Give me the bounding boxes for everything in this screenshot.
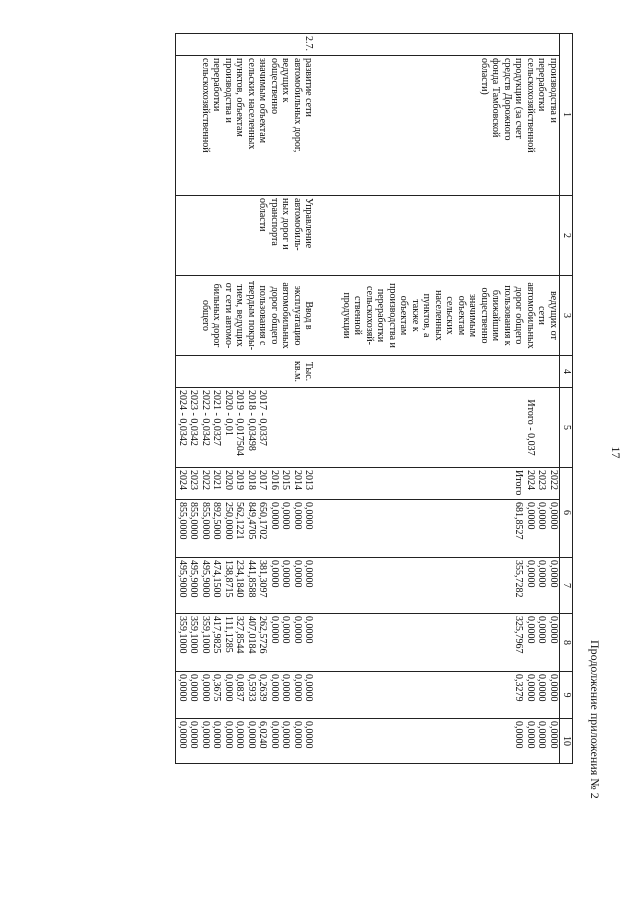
cell-line: ственной [352, 296, 364, 335]
cell-line: 0,0000 [177, 674, 188, 702]
cell-line: 0,0000 [525, 560, 536, 588]
cell-line: 0,0000 [513, 721, 525, 749]
cell-line: 327,8544 [234, 616, 246, 654]
cell-line: 0,0000 [525, 502, 536, 530]
executor-lines [257, 198, 315, 273]
unit-lines [292, 358, 315, 385]
cell-line: 0,0000 [536, 560, 548, 588]
cell-line: бильных дорог [211, 283, 223, 348]
cell-line: 2023 - 0,0342 [188, 390, 200, 446]
cell-line: 0,2639 [257, 674, 269, 702]
cell-local [341, 672, 560, 719]
cell-target-values [176, 388, 341, 468]
cell-line: 2018 - 0,03498 [246, 390, 257, 451]
cell-line: продукции (за счет [513, 58, 525, 139]
cell-line: Ввод в [303, 301, 315, 330]
cell-line: 0,0000 [280, 560, 292, 588]
cell-line: тием, ведущих [234, 284, 246, 347]
cell-line: переработки [375, 288, 387, 343]
cell-line: ных дорог и [280, 198, 292, 250]
cell-line [280, 390, 292, 465]
cell-line: переработки [536, 58, 548, 112]
cell-line [292, 390, 304, 465]
cell-federal [341, 558, 560, 614]
cell-line: 0,0000 [280, 616, 292, 644]
cell-line: 0,0000 [548, 674, 559, 702]
cell-line: 2021 - 0,0327 [211, 390, 223, 446]
cell-line: 2014 [292, 470, 303, 490]
cell-line: 6,0240 [257, 721, 269, 749]
cell-line: 0,0000 [188, 674, 200, 702]
cell-line: 111,1285 [223, 616, 234, 653]
cell-line: пунктов, а [421, 293, 433, 338]
cell-line: автомобильных [280, 282, 292, 349]
cell-line: 355,7282 [513, 560, 525, 598]
cell-line: 2020 [223, 470, 234, 490]
cell-line: 0,0000 [548, 560, 559, 588]
header-cell-7: 7 [560, 558, 573, 614]
cell-line: общественно [479, 287, 490, 344]
cell-line: 2016 [269, 470, 280, 490]
regional-lines [513, 616, 559, 669]
federal-lines [513, 560, 559, 611]
cell-line [548, 390, 560, 465]
cell-line: 417,9825 [211, 616, 223, 654]
cell-line [269, 390, 281, 465]
cell-line: 0,3279 [513, 674, 525, 702]
cell-line: объектам [456, 295, 467, 336]
cell-line: 0,0000 [223, 674, 234, 702]
cell-indicator [341, 276, 560, 356]
header-cell-6: 6 [560, 468, 573, 558]
cell-line: 0,0000 [269, 502, 280, 530]
cell-line: 0,5933 [246, 674, 257, 702]
cell-line: 0,0000 [188, 721, 200, 749]
cell-line: 562,1221 [234, 502, 246, 540]
cell-line: 0,0000 [525, 674, 536, 702]
cell-line: 325,7967 [513, 616, 525, 654]
cell-line: 0,0000 [303, 721, 315, 749]
cell-line: производства и [387, 283, 398, 348]
cell-other [176, 719, 341, 764]
cell-regional [176, 614, 341, 672]
appendix-continuation-title: Продолжение приложения № 2 [588, 640, 602, 799]
cell-unit [341, 356, 560, 388]
cell-executor [176, 196, 341, 276]
cell-line: области) [479, 58, 490, 95]
cell-line: 2023 [188, 470, 200, 490]
cell-line: 407,0184 [246, 616, 257, 654]
cell-line: 0,0000 [548, 502, 559, 530]
header-cell-9: 9 [560, 672, 573, 719]
header-cell-2: 2 [560, 196, 573, 276]
cell-line: 2023 [536, 470, 548, 490]
cell-target-values [341, 388, 560, 468]
cell-line: 849,4705 [246, 502, 257, 540]
cell-line: 2024 - 0,0342 [177, 390, 188, 446]
header-cell-10: 10 [560, 719, 573, 764]
cell-line: 2019 - 0,017504 [234, 390, 246, 456]
federal-lines [177, 560, 315, 611]
cell-line: 0,0000 [303, 502, 315, 530]
cell-line: 0,0000 [525, 721, 536, 749]
cell-line: ведущих от [548, 291, 559, 340]
cell-line: производства и [548, 58, 559, 123]
cell-line: 855,0000 [200, 502, 211, 540]
cell-line: 138,8715 [223, 560, 234, 598]
cell-line: автомобильных [525, 282, 536, 349]
program-table [176, 33, 574, 764]
cell-line: 0,0000 [292, 674, 303, 702]
cell-line: 234,1840 [234, 560, 246, 598]
cell-line: сети [536, 306, 548, 325]
header-cell-4: 4 [560, 356, 573, 388]
row-number [176, 34, 341, 56]
cell-description [176, 56, 341, 196]
cell-line: 892,5000 [211, 502, 223, 540]
cell-line: автомобиль- [292, 198, 303, 251]
cell-year [176, 468, 341, 500]
cell-line: переработки [211, 58, 223, 112]
header-row [560, 34, 573, 764]
cell-line: 0,0000 [223, 721, 234, 749]
target-values-lines [525, 390, 560, 465]
header-cell-8: 8 [560, 614, 573, 672]
cell-local [176, 672, 341, 719]
target-values-lines [177, 390, 315, 465]
cell-line: Итого [513, 470, 525, 496]
table-row-2-7 [176, 34, 341, 764]
cell-line: 495,9000 [200, 560, 211, 598]
cell-line: 474,1500 [211, 560, 223, 598]
cell-line: сельскохозяйственной [525, 58, 536, 153]
cell-line: ведущих к [280, 58, 292, 103]
cell-line: 2022 - 0,0342 [200, 390, 211, 446]
cell-line: 0,0000 [303, 674, 315, 702]
cell-line: 681,8527 [513, 502, 525, 540]
cell-line: 0,0000 [292, 721, 303, 749]
other-lines [177, 721, 315, 761]
cell-line: 0,0000 [280, 674, 292, 702]
cell-line: развитие сети [303, 58, 315, 117]
cell-line: 2020 - 0,01 [223, 390, 234, 436]
cell-line: 0,0000 [200, 721, 211, 749]
cell-line: 381,3097 [257, 560, 269, 598]
other-lines [513, 721, 559, 761]
cell-line: 0,0837 [234, 674, 246, 702]
cell-line: 2021 [211, 470, 223, 490]
cell-line: 0,0000 [211, 721, 223, 749]
cell-line: 0,0000 [269, 560, 280, 588]
cell-line: 0,0000 [536, 502, 548, 530]
year-lines [513, 470, 559, 497]
cell-line: 0,0000 [246, 721, 257, 749]
cell-year [341, 468, 560, 500]
cell-regional [341, 614, 560, 672]
cell-line: области [257, 198, 269, 232]
year-lines [177, 470, 315, 497]
cell-line: 359,1000 [188, 616, 200, 654]
cell-line: 2013 [303, 470, 315, 490]
cell-line: объектам [398, 295, 410, 336]
cell-line: сельскохозяй- [364, 286, 375, 345]
header-cell-5: 5 [560, 388, 573, 468]
cell-line: значимым объектам [257, 58, 269, 144]
cell-line: населенных [433, 290, 444, 341]
cell-line: 0,0000 [303, 560, 315, 588]
cell-total [341, 500, 560, 558]
cell-line: 2022 [200, 470, 211, 490]
cell-line: эксплуатацию [292, 285, 303, 346]
cell-line: общего [200, 299, 211, 332]
description-lines [479, 58, 560, 193]
cell-line: от сети автомо- [223, 282, 234, 349]
cell-line: 0,0000 [234, 721, 246, 749]
cell-line: 495,9000 [177, 560, 188, 598]
cell-line: 2015 [280, 470, 292, 490]
cell-line: 2018 [246, 470, 257, 490]
cell-line: сельских населенных [246, 58, 257, 150]
cell-line: кв.м. [292, 361, 303, 382]
cell-line: 0,0000 [292, 616, 303, 644]
cell-line: 0,0000 [525, 616, 536, 644]
total-lines [513, 502, 559, 555]
cell-line: 855,0000 [188, 502, 200, 540]
cell-line: дорог общего [513, 286, 525, 345]
cell-line: транспорта [269, 198, 280, 246]
local-lines [177, 674, 315, 716]
cell-line: 0,0000 [292, 560, 303, 588]
cell-line: 0,0000 [536, 721, 548, 749]
cell-line: 0,0000 [292, 502, 303, 530]
cell-line: 2017 [257, 470, 269, 490]
cell-line: 0,0000 [269, 674, 280, 702]
cell-line: 0,0000 [536, 616, 548, 644]
cell-line: 0,0000 [280, 721, 292, 749]
cell-federal [176, 558, 341, 614]
cell-line: производства и [223, 58, 234, 123]
regional-lines [177, 616, 315, 669]
cell-line: также к [410, 299, 421, 332]
cell-line: 262,5726 [257, 616, 269, 654]
cell-line: пользования с [257, 285, 269, 346]
cell-line: 0,0000 [177, 721, 188, 749]
cell-line: средств Дорожного [502, 58, 513, 141]
cell-line: фонда Тамбовской [490, 58, 502, 138]
cell-line: ближайшим [490, 289, 502, 342]
cell-line: 0,0000 [200, 674, 211, 702]
cell-line: автомобильных дорог, [292, 58, 303, 153]
description-lines [200, 58, 315, 193]
cell-line: 0,3675 [211, 674, 223, 702]
cell-line: 0,0000 [548, 721, 559, 749]
cell-description [341, 56, 560, 196]
cell-line: Управление [303, 198, 315, 249]
cell-total [176, 500, 341, 558]
cell-line: 441,8588 [246, 560, 257, 598]
cell-line: Тыс. [303, 361, 315, 382]
total-lines [177, 502, 315, 555]
cell-line: 2024 [525, 470, 536, 490]
cell-other [341, 719, 560, 764]
cell-line: значимым [467, 293, 479, 338]
cell-line: сельских [444, 296, 456, 335]
cell-line: 2019 [234, 470, 246, 490]
cell-line: 855,0000 [177, 502, 188, 540]
header-cell-3: 3 [560, 276, 573, 356]
table-row-continued [341, 34, 560, 764]
cell-line: 0,0000 [303, 616, 315, 644]
cell-line: 2024 [177, 470, 188, 490]
cell-line: 0,0000 [269, 721, 280, 749]
cell-line: 0,0000 [280, 502, 292, 530]
row-number [341, 34, 560, 56]
cell-indicator [176, 276, 341, 356]
cell-line: Итого - 0,037 [525, 399, 536, 456]
cell-line: продукции [341, 292, 352, 339]
row-number-text: 2.7. [303, 36, 315, 51]
cell-line: 250,0000 [223, 502, 234, 540]
cell-line: 359,1000 [200, 616, 211, 654]
cell-executor [341, 196, 560, 276]
cell-line: пунктов, объектам [234, 58, 246, 137]
header-cell-1: 1 [560, 34, 573, 196]
cell-line [303, 390, 315, 465]
cell-line: 0,0000 [548, 616, 559, 644]
local-lines [513, 674, 559, 716]
cell-line: твердым покры- [246, 280, 257, 351]
cell-line: 2022 [548, 470, 559, 490]
cell-line: сельскохозяйственной [200, 58, 211, 153]
indicator-lines [341, 278, 560, 353]
cell-unit [176, 356, 341, 388]
cell-line: общественно [269, 58, 280, 115]
cell-line: 359,1000 [177, 616, 188, 654]
cell-line: 2017 - 0,0337 [257, 390, 269, 446]
cell-line: дорог общего [269, 286, 280, 345]
cell-line: пользования к [502, 285, 513, 346]
page-number: 17 [609, 446, 623, 459]
cell-line: 0,0000 [269, 616, 280, 644]
cell-line: 0,0000 [536, 674, 548, 702]
indicator-lines [200, 278, 315, 353]
cell-line [536, 390, 548, 465]
cell-line: 650,1702 [257, 502, 269, 540]
cell-line: 495,9000 [188, 560, 200, 598]
